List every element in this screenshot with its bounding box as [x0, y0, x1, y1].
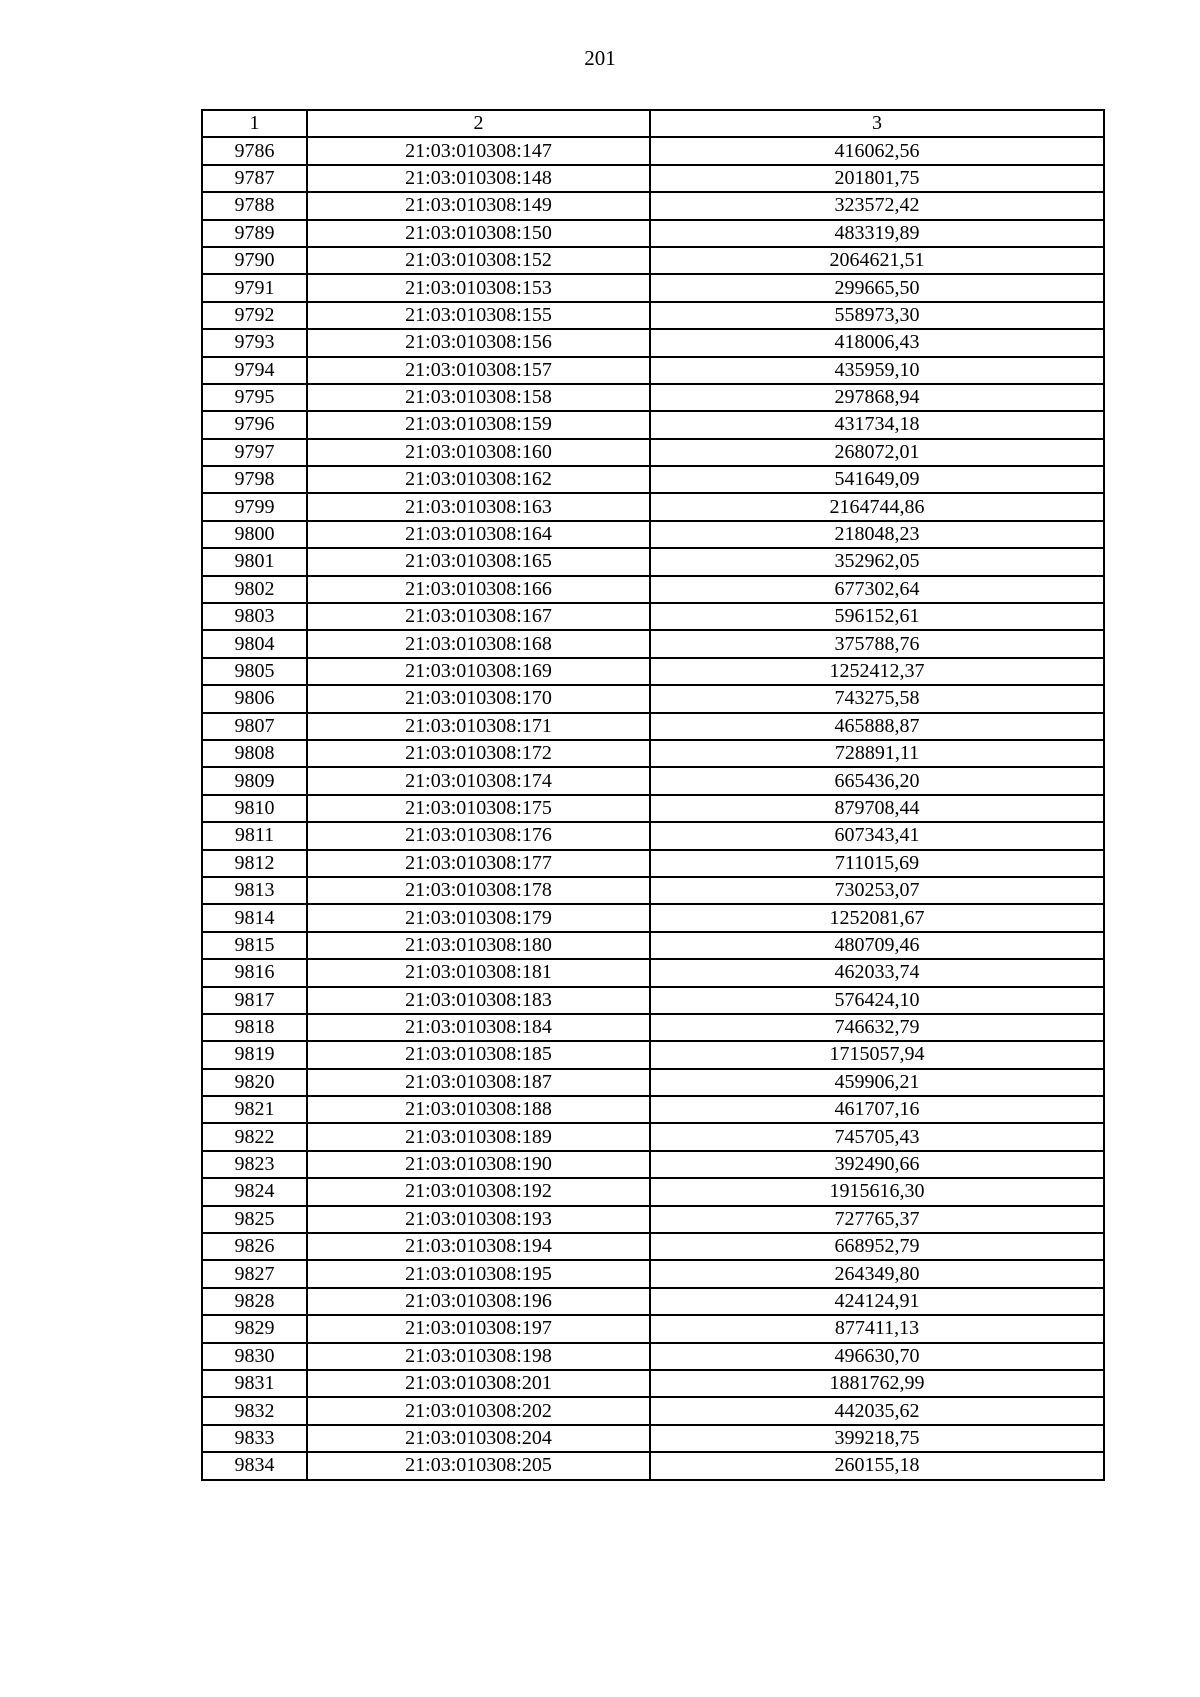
value-cell: 728891,11 — [650, 740, 1104, 767]
row-number-cell: 9821 — [202, 1096, 307, 1123]
table-row — [202, 850, 1104, 877]
cadastral-number-cell: 21:03:010308:160 — [307, 439, 650, 466]
value-cell: 2064621,51 — [650, 247, 1104, 274]
row-number-cell: 9834 — [202, 1452, 307, 1479]
cadastral-number-cell: 21:03:010308:195 — [307, 1260, 650, 1287]
table-row — [202, 713, 1104, 740]
row-number-cell: 9787 — [202, 165, 307, 192]
row-number-cell: 9786 — [202, 137, 307, 164]
row-number-cell: 9813 — [202, 877, 307, 904]
row-number-cell: 9805 — [202, 658, 307, 685]
value-cell: 399218,75 — [650, 1425, 1104, 1452]
table-row — [202, 1178, 1104, 1205]
table-row — [202, 1370, 1104, 1397]
value-cell: 465888,87 — [650, 713, 1104, 740]
table-row — [202, 548, 1104, 575]
cadastral-number-cell: 21:03:010308:179 — [307, 904, 650, 931]
value-cell: 459906,21 — [650, 1069, 1104, 1096]
value-cell: 1915616,30 — [650, 1178, 1104, 1205]
value-cell: 541649,09 — [650, 466, 1104, 493]
value-cell: 424124,91 — [650, 1288, 1104, 1315]
cadastral-number-cell: 21:03:010308:194 — [307, 1233, 650, 1260]
row-number-cell: 9795 — [202, 384, 307, 411]
value-cell: 746632,79 — [650, 1014, 1104, 1041]
value-cell: 461707,16 — [650, 1096, 1104, 1123]
table-row — [202, 192, 1104, 219]
value-cell: 665436,20 — [650, 767, 1104, 794]
value-cell: 480709,46 — [650, 932, 1104, 959]
cadastral-number-cell: 21:03:010308:197 — [307, 1315, 650, 1342]
row-number-cell: 9791 — [202, 274, 307, 301]
value-cell: 483319,89 — [650, 220, 1104, 247]
cadastral-number-cell: 21:03:010308:193 — [307, 1206, 650, 1233]
cadastral-number-cell: 21:03:010308:176 — [307, 822, 650, 849]
row-number-cell: 9815 — [202, 932, 307, 959]
row-number-cell: 9825 — [202, 1206, 307, 1233]
table-row — [202, 658, 1104, 685]
table-row — [202, 904, 1104, 931]
table-row — [202, 1014, 1104, 1041]
table-row — [202, 1069, 1104, 1096]
value-cell: 218048,23 — [650, 521, 1104, 548]
cadastral-number-cell: 21:03:010308:148 — [307, 165, 650, 192]
table-row — [202, 1343, 1104, 1370]
row-number-cell: 9808 — [202, 740, 307, 767]
table-row — [202, 466, 1104, 493]
cadastral-number-cell: 21:03:010308:189 — [307, 1123, 650, 1150]
table-row — [202, 932, 1104, 959]
value-cell: 596152,61 — [650, 603, 1104, 630]
value-cell: 442035,62 — [650, 1397, 1104, 1424]
cadastral-number-cell: 21:03:010308:177 — [307, 850, 650, 877]
table-row — [202, 877, 1104, 904]
value-cell: 1881762,99 — [650, 1370, 1104, 1397]
value-cell: 1715057,94 — [650, 1041, 1104, 1068]
row-number-cell: 9800 — [202, 521, 307, 548]
row-number-cell: 9814 — [202, 904, 307, 931]
value-cell: 352962,05 — [650, 548, 1104, 575]
value-cell: 711015,69 — [650, 850, 1104, 877]
table-row — [202, 384, 1104, 411]
cadastral-number-cell: 21:03:010308:187 — [307, 1069, 650, 1096]
cadastral-number-cell: 21:03:010308:201 — [307, 1370, 650, 1397]
value-cell: 299665,50 — [650, 274, 1104, 301]
value-cell: 730253,07 — [650, 877, 1104, 904]
cadastral-number-cell: 21:03:010308:178 — [307, 877, 650, 904]
cadastral-number-cell: 21:03:010308:204 — [307, 1425, 650, 1452]
cadastral-number-cell: 21:03:010308:153 — [307, 274, 650, 301]
value-cell: 1252081,67 — [650, 904, 1104, 931]
table-row — [202, 603, 1104, 630]
table-row — [202, 247, 1104, 274]
value-cell: 392490,66 — [650, 1151, 1104, 1178]
table-body — [202, 137, 1104, 1479]
value-cell: 418006,43 — [650, 329, 1104, 356]
table-row — [202, 165, 1104, 192]
row-number-cell: 9827 — [202, 1260, 307, 1287]
row-number-cell: 9831 — [202, 1370, 307, 1397]
table-row — [202, 767, 1104, 794]
row-number-cell: 9819 — [202, 1041, 307, 1068]
page-number: 201 — [584, 46, 616, 70]
cadastral-number-cell: 21:03:010308:202 — [307, 1397, 650, 1424]
table-row — [202, 740, 1104, 767]
cadastral-number-cell: 21:03:010308:170 — [307, 685, 650, 712]
row-number-cell: 9816 — [202, 959, 307, 986]
cadastral-number-cell: 21:03:010308:155 — [307, 302, 650, 329]
value-cell: 1252412,37 — [650, 658, 1104, 685]
table-row — [202, 822, 1104, 849]
row-number-cell: 9826 — [202, 1233, 307, 1260]
table-row — [202, 987, 1104, 1014]
table-row — [202, 795, 1104, 822]
table-row — [202, 302, 1104, 329]
table-row — [202, 329, 1104, 356]
value-cell: 745705,43 — [650, 1123, 1104, 1150]
table-row — [202, 411, 1104, 438]
row-number-cell: 9824 — [202, 1178, 307, 1205]
cadastral-number-cell: 21:03:010308:158 — [307, 384, 650, 411]
row-number-cell: 9811 — [202, 822, 307, 849]
cadastral-number-cell: 21:03:010308:157 — [307, 357, 650, 384]
row-number-cell: 9788 — [202, 192, 307, 219]
row-number-cell: 9817 — [202, 987, 307, 1014]
table-row — [202, 1123, 1104, 1150]
value-cell: 201801,75 — [650, 165, 1104, 192]
cadastral-number-cell: 21:03:010308:183 — [307, 987, 650, 1014]
row-number-cell: 9793 — [202, 329, 307, 356]
row-number-cell: 9830 — [202, 1343, 307, 1370]
value-cell: 677302,64 — [650, 576, 1104, 603]
cadastral-number-cell: 21:03:010308:152 — [307, 247, 650, 274]
table-row — [202, 1151, 1104, 1178]
table-row — [202, 220, 1104, 247]
cadastral-number-cell: 21:03:010308:172 — [307, 740, 650, 767]
cadastral-number-cell: 21:03:010308:171 — [307, 713, 650, 740]
cadastral-number-cell: 21:03:010308:205 — [307, 1452, 650, 1479]
row-number-cell: 9792 — [202, 302, 307, 329]
table-row — [202, 1206, 1104, 1233]
row-number-cell: 9822 — [202, 1123, 307, 1150]
cadastral-number-cell: 21:03:010308:169 — [307, 658, 650, 685]
header-row — [202, 110, 1104, 137]
row-number-cell: 9809 — [202, 767, 307, 794]
cadastral-number-cell: 21:03:010308:159 — [307, 411, 650, 438]
table-row — [202, 521, 1104, 548]
value-cell: 323572,42 — [650, 192, 1104, 219]
cadastral-number-cell: 21:03:010308:163 — [307, 493, 650, 520]
row-number-cell: 9833 — [202, 1425, 307, 1452]
table-row — [202, 959, 1104, 986]
row-number-cell: 9823 — [202, 1151, 307, 1178]
value-cell: 727765,37 — [650, 1206, 1104, 1233]
row-number-cell: 9790 — [202, 247, 307, 274]
cadastral-number-cell: 21:03:010308:156 — [307, 329, 650, 356]
row-number-cell: 9798 — [202, 466, 307, 493]
cadastral-number-cell: 21:03:010308:192 — [307, 1178, 650, 1205]
value-cell: 496630,70 — [650, 1343, 1104, 1370]
table-row — [202, 1096, 1104, 1123]
row-number-cell: 9803 — [202, 603, 307, 630]
cadastral-number-cell: 21:03:010308:166 — [307, 576, 650, 603]
cadastral-number-cell: 21:03:010308:165 — [307, 548, 650, 575]
cadastral-number-cell: 21:03:010308:147 — [307, 137, 650, 164]
cadastral-number-cell: 21:03:010308:184 — [307, 1014, 650, 1041]
cadastral-number-cell: 21:03:010308:167 — [307, 603, 650, 630]
cadastral-number-cell: 21:03:010308:164 — [307, 521, 650, 548]
table-row — [202, 274, 1104, 301]
value-cell: 264349,80 — [650, 1260, 1104, 1287]
cadastral-number-cell: 21:03:010308:174 — [307, 767, 650, 794]
value-cell: 2164744,86 — [650, 493, 1104, 520]
table-row — [202, 1452, 1104, 1479]
value-cell: 416062,56 — [650, 137, 1104, 164]
row-number-cell: 9794 — [202, 357, 307, 384]
table-row — [202, 1288, 1104, 1315]
cadastral-number-cell: 21:03:010308:181 — [307, 959, 650, 986]
table-row — [202, 1397, 1104, 1424]
value-cell: 268072,01 — [650, 439, 1104, 466]
value-cell: 879708,44 — [650, 795, 1104, 822]
row-number-cell: 9796 — [202, 411, 307, 438]
row-number-cell: 9802 — [202, 576, 307, 603]
value-cell: 668952,79 — [650, 1233, 1104, 1260]
row-number-cell: 9828 — [202, 1288, 307, 1315]
column-header-2: 2 — [307, 110, 650, 137]
row-number-cell: 9801 — [202, 548, 307, 575]
value-cell: 297868,94 — [650, 384, 1104, 411]
table-row — [202, 1233, 1104, 1260]
row-number-cell: 9818 — [202, 1014, 307, 1041]
table-row — [202, 439, 1104, 466]
table-row — [202, 685, 1104, 712]
cadastral-number-cell: 21:03:010308:196 — [307, 1288, 650, 1315]
data-table — [201, 109, 1105, 1481]
table-row — [202, 493, 1104, 520]
value-cell: 375788,76 — [650, 630, 1104, 657]
table-row — [202, 576, 1104, 603]
cadastral-number-cell: 21:03:010308:188 — [307, 1096, 650, 1123]
table-row — [202, 1041, 1104, 1068]
table-row — [202, 357, 1104, 384]
row-number-cell: 9810 — [202, 795, 307, 822]
cadastral-number-cell: 21:03:010308:162 — [307, 466, 650, 493]
table-row — [202, 630, 1104, 657]
row-number-cell: 9807 — [202, 713, 307, 740]
value-cell: 260155,18 — [650, 1452, 1104, 1479]
value-cell: 431734,18 — [650, 411, 1104, 438]
row-number-cell: 9832 — [202, 1397, 307, 1424]
row-number-cell: 9789 — [202, 220, 307, 247]
value-cell: 558973,30 — [650, 302, 1104, 329]
column-header-3: 3 — [650, 110, 1104, 137]
cadastral-number-cell: 21:03:010308:149 — [307, 192, 650, 219]
cadastral-number-cell: 21:03:010308:198 — [307, 1343, 650, 1370]
table-row — [202, 1315, 1104, 1342]
row-number-cell: 9820 — [202, 1069, 307, 1096]
value-cell: 877411,13 — [650, 1315, 1104, 1342]
value-cell: 576424,10 — [650, 987, 1104, 1014]
table-row — [202, 1425, 1104, 1452]
row-number-cell: 9812 — [202, 850, 307, 877]
row-number-cell: 9799 — [202, 493, 307, 520]
cadastral-number-cell: 21:03:010308:175 — [307, 795, 650, 822]
cadastral-number-cell: 21:03:010308:190 — [307, 1151, 650, 1178]
value-cell: 435959,10 — [650, 357, 1104, 384]
cadastral-number-cell: 21:03:010308:168 — [307, 630, 650, 657]
table-row — [202, 137, 1104, 164]
cadastral-number-cell: 21:03:010308:185 — [307, 1041, 650, 1068]
row-number-cell: 9797 — [202, 439, 307, 466]
value-cell: 462033,74 — [650, 959, 1104, 986]
row-number-cell: 9829 — [202, 1315, 307, 1342]
column-header-1: 1 — [202, 110, 307, 137]
cadastral-number-cell: 21:03:010308:150 — [307, 220, 650, 247]
cadastral-number-cell: 21:03:010308:180 — [307, 932, 650, 959]
value-cell: 607343,41 — [650, 822, 1104, 849]
value-cell: 743275,58 — [650, 685, 1104, 712]
table-row — [202, 1260, 1104, 1287]
row-number-cell: 9806 — [202, 685, 307, 712]
row-number-cell: 9804 — [202, 630, 307, 657]
table-header — [202, 110, 1104, 137]
